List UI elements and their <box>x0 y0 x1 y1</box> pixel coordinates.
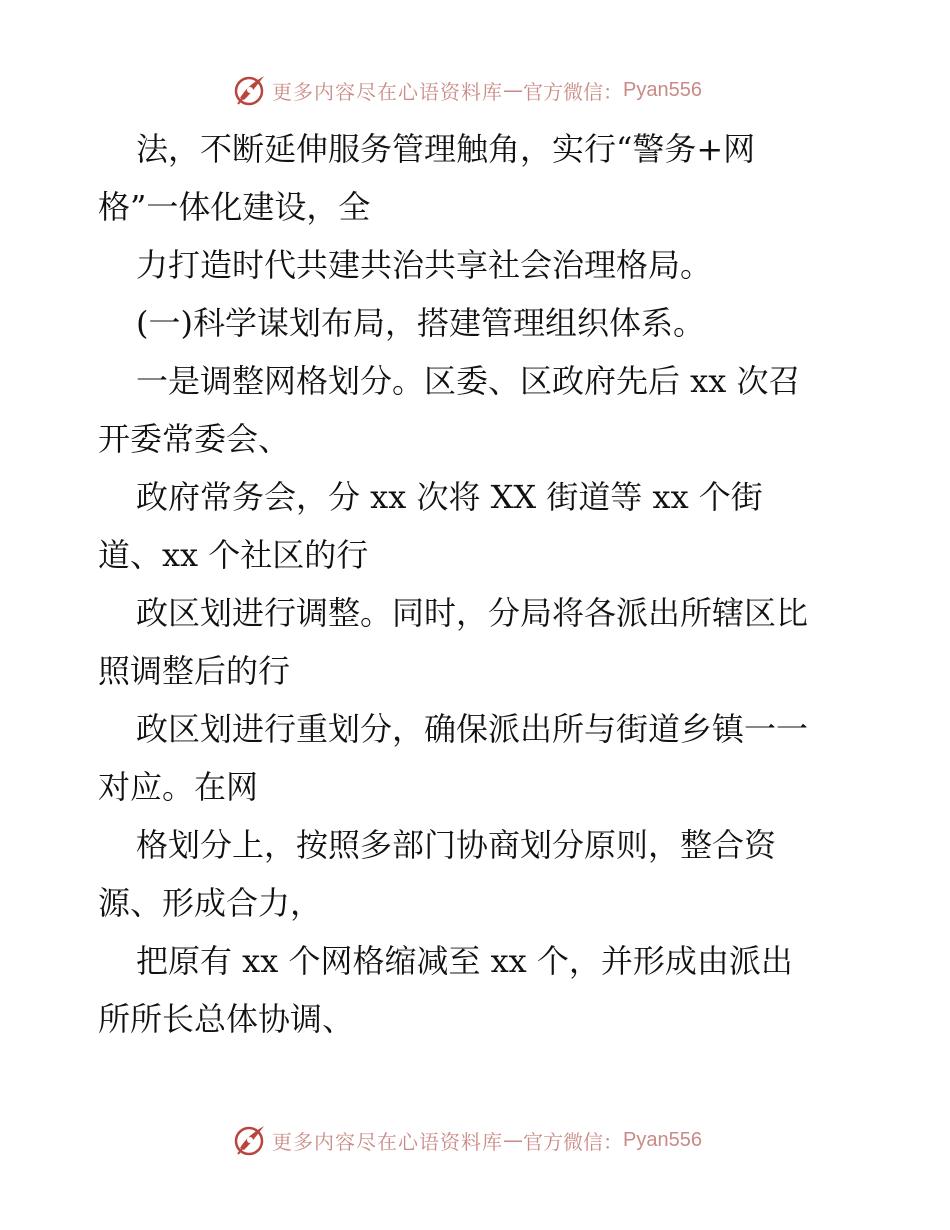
footer-wechat-id: Pyan556 <box>623 1128 702 1151</box>
document-body <box>98 120 858 1048</box>
text-line: 所所长总体协调、 <box>98 1000 355 1038</box>
header-brand-text: 更多内容尽在心语资料库 <box>272 79 503 104</box>
footer-dash: — <box>503 1128 523 1152</box>
text-line: 开委常委会、 <box>98 420 291 458</box>
text-line: 格”一体化建设，全 <box>98 188 371 226</box>
quill-logo-icon <box>232 1122 268 1158</box>
text-line: 政府常务会，分 xx 次将 XX 街道等 xx 个街 <box>136 478 763 516</box>
section-heading: (一)科学谋划布局，搭建管理组织体系。 <box>136 304 705 342</box>
header-official-label: 官方微信： <box>523 79 623 104</box>
text-line: 法，不断延伸服务管理触角，实行“警务+网 <box>136 130 756 168</box>
text-line: 格划分上，按照多部门协商划分原则，整合资 <box>136 826 777 864</box>
text-line: 政区划进行调整。同时，分局将各派出所辖区比 <box>136 594 809 632</box>
text-line: 源、形成合力， <box>98 884 323 922</box>
header-dash: — <box>503 78 523 102</box>
text-line: 对应。在网 <box>98 768 259 806</box>
header-banner <box>232 70 712 110</box>
footer-official-label: 官方微信： <box>523 1129 623 1154</box>
text-line: 一是调整网格划分。区委、区政府先后 xx 次召 <box>136 362 801 400</box>
text-line: 照调整后的行 <box>98 652 291 690</box>
text-line: 道、xx 个社区的行 <box>98 536 369 574</box>
header-wechat-id: Pyan556 <box>623 78 702 101</box>
footer-brand-text: 更多内容尽在心语资料库 <box>272 1129 503 1154</box>
text-line: 政区划进行重划分，确保派出所与街道乡镇一一 <box>136 710 809 748</box>
text-line: 把原有 xx 个网格缩减至 xx 个，并形成由派出 <box>136 942 793 980</box>
footer-banner <box>232 1120 712 1160</box>
text-line: 力打造时代共建共治共享社会治理格局。 <box>136 246 713 284</box>
quill-logo-icon <box>232 72 268 108</box>
